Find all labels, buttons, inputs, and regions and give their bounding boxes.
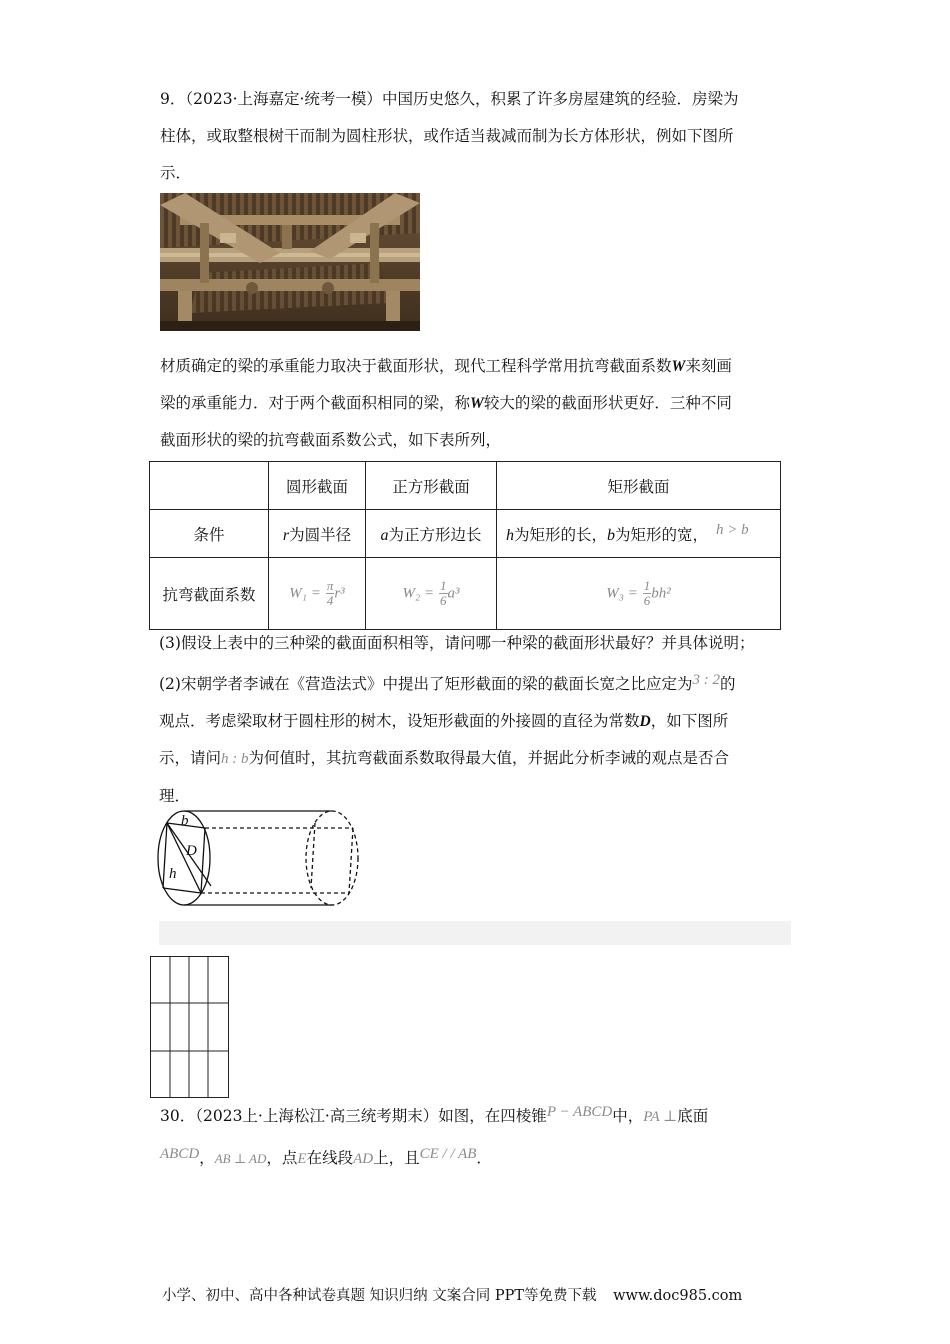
formula-w1: W₁ = $\frac{\pi}{4}$ r³ xyxy=(269,558,366,630)
condition-square: a为正方形边长 xyxy=(366,510,497,558)
table-row-coefficients: 抗弯截面系数 W₁ = $\frac{\pi}{4}$ r³ W₂ = $\frac{1}{6}$ a³ W₃ = $\frac{1}{6}$ bh² xyxy=(150,558,781,630)
cylinder-figure xyxy=(155,808,365,908)
part-2-line-1: (2)宋朝学者李诫在《营造法式》中提出了矩形截面的梁的截面长宽之比应定为3 : 2的 xyxy=(159,672,736,693)
q9-line-1: 9．（2023·上海嘉定·统考一模）中国历史悠久，积累了许多房屋建筑的经验．房梁为 xyxy=(160,90,739,108)
formula-table xyxy=(149,461,781,630)
gray-divider-block xyxy=(159,921,791,945)
beam-photo xyxy=(160,193,420,331)
var-W: W xyxy=(671,358,686,375)
header-rectangle: 矩形截面 xyxy=(497,462,781,510)
condition-rectangle: h为矩形的长，b为矩形的宽， h > b xyxy=(497,510,781,558)
footer xyxy=(162,1284,742,1305)
question-9-intro xyxy=(160,81,792,192)
var-W: W xyxy=(470,395,484,412)
q9-line-2: 柱体，或取整根树干而制为圆柱形状，或作适当裁减而制为长方体形状，例如下图所 xyxy=(160,127,734,145)
question-9-paragraph-2: 材质确定的梁的承重能力取决于截面形状，现代工程科学常用抗弯截面系数W来刻画 梁的承重能力．对于两个截面积相同的梁，称W较大的梁的截面形状更好．三种不同 截面形状的梁的抗弯截面系数公式，如下表所列， xyxy=(160,357,732,449)
part-1: (3)假设上表中的三种梁的截面面积相等，请问哪一种梁的截面形状最好？并具体说明； xyxy=(159,634,755,652)
label-h: h xyxy=(169,866,177,882)
header-circle: 圆形截面 xyxy=(269,462,366,510)
header-square: 正方形截面 xyxy=(366,462,497,510)
q30-source: （2023上·上海松江·高三统考期末） xyxy=(195,1107,439,1125)
q9-line-3: 示． xyxy=(160,164,192,182)
label-b: b xyxy=(181,813,189,829)
label-D: D xyxy=(186,843,197,859)
table-row-conditions: 条件 r为圆半径 a为正方形边长 h为矩形的长，b为矩形的宽， h > b xyxy=(150,510,781,558)
table-header-row xyxy=(150,462,781,510)
formula-w3: W₃ = $\frac{1}{6}$ bh² xyxy=(497,558,781,630)
blank-answer-grid xyxy=(150,956,230,1098)
footer-site-link[interactable]: www.doc985.com xyxy=(613,1288,743,1304)
q9-source: （2023·上海嘉定·统考一模） xyxy=(185,90,382,108)
question-9-parts xyxy=(159,625,799,815)
part-2-line-4: 理． xyxy=(159,787,191,805)
question-30: 30．（2023上·上海松江·高三统考期末）如图，在四棱锥P − ABCD中，PA ⊥底面 ABCD，AB ⊥ AD，点E在线段AD上，且CE / / AB． xyxy=(160,1104,709,1167)
part-2-line-3: 示，请问h : b为何值时，其抗弯截面系数取得最大值，并据此分析李诫的观点是否合 xyxy=(159,749,730,767)
footer-text: 小学、初中、高中各种试卷真题 知识归纳 文案合同 PPT等免费下载 xyxy=(162,1288,597,1304)
condition-circle: r为圆半径 xyxy=(269,510,366,558)
part-2-line-2: 观点．考虑梁取材于圆柱形的树木，设矩形截面的外接圆的直径为常数D，如下图所 xyxy=(159,712,729,730)
formula-w2: W₂ = $\frac{1}{6}$ a³ xyxy=(366,558,497,630)
